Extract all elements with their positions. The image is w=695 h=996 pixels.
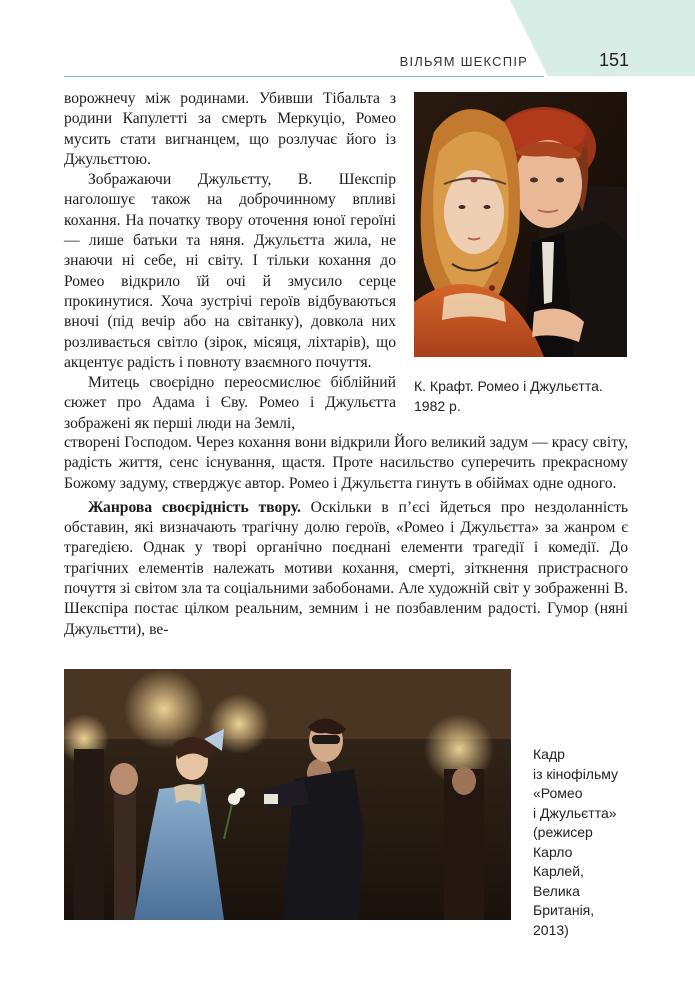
page-number: 151 [598, 50, 630, 70]
body-text-narrow-column [64, 89, 396, 434]
running-head: ВІЛЬЯМ ШЕКСПІР [399, 54, 528, 69]
film-caption-line: «Ромео [533, 785, 583, 801]
film-caption-line: Велика [533, 882, 580, 899]
body-text-wide-column [64, 433, 628, 640]
film-caption-line: (режисер [533, 824, 593, 840]
film-caption-line: Карло [533, 843, 573, 860]
paragraph-3-continued: створені Господом. Через кохання вони відкрили Його великий задум — красу світу, радість життя, сенс існування, щастя. Проте насильство суперечить прекрасному Божому задуму, стверджує автор. Ромео і Джульєтта гинуть в обіймах одне одного. [64, 434, 628, 492]
portrait-caption-line-1: К. Крафт. Ромео і Джульєтта. [414, 378, 603, 394]
paragraph-3-start: Митець своєрідно переосмислює біблійний сюжет про Адама і Єву. Ромео і Джульєтта зображені як перші люди на Землі, [64, 374, 396, 432]
film-caption [533, 745, 633, 940]
paragraph-4-body: Оскільки в п’єсі йдеться про нездоланність обставин, які визначають трагічну долю героїв, «Ромео і Джульєтта» за жанром є трагедією. Однак у творі органічно поєднані елементи трагедії і комедії. До трагічних елементів належать мотиви кохання, смерті, зіткнення пристрасного почуття зі світом зла та соціальними забобонами. Але художній світ у зображенні В. Шекспіра постає цілком реальним, земним і не позбавленим радості. Гумор (няні Джульєтти), ве- [64, 498, 628, 638]
portrait-caption [414, 377, 644, 416]
film-caption-line: із кінофільму [533, 765, 619, 782]
genre-heading: Жанрова своєрідність твору. [88, 498, 301, 516]
paragraph-1: ворожнечу між родинами. Убивши Тібальта з родини Капулетті за смерть Меркуціо, Ромео мусить стати вигнанцем, що розлучає його із Джульєттою. [64, 90, 396, 168]
film-caption-line: Британія, [533, 902, 595, 918]
film-caption-line: 2013) [533, 921, 569, 938]
film-caption-line: Кадр [533, 746, 565, 762]
header-rule [64, 76, 544, 77]
paragraph-4 [64, 498, 628, 640]
paragraph-2: Зображаючи Джульєтту, В. Шекспір наголошує також на доброчинному впливі кохання. На початку твору оточення юної героїні — лише батьки та няня. Джульєтта жила, не знаючи ні себе, ні світу. І тільки кохання до Ромео відкрило їй очі й змусило серце прокинутися. Хоча зустрічі героїв відбуваються вночі (під вечір або на світанку), довкола них розливається світло (зірок, місяця, ліхтарів), що акцентує радість і повноту взаємного почуття. [64, 171, 396, 371]
portrait-caption-line-2: 1982 р. [414, 397, 461, 414]
film-caption-line: і Джульєтта» [533, 804, 617, 821]
film-caption-line: Карлей, [533, 863, 584, 879]
portrait-painting-romeo-juliet [414, 92, 627, 357]
film-still-photo [64, 669, 511, 920]
